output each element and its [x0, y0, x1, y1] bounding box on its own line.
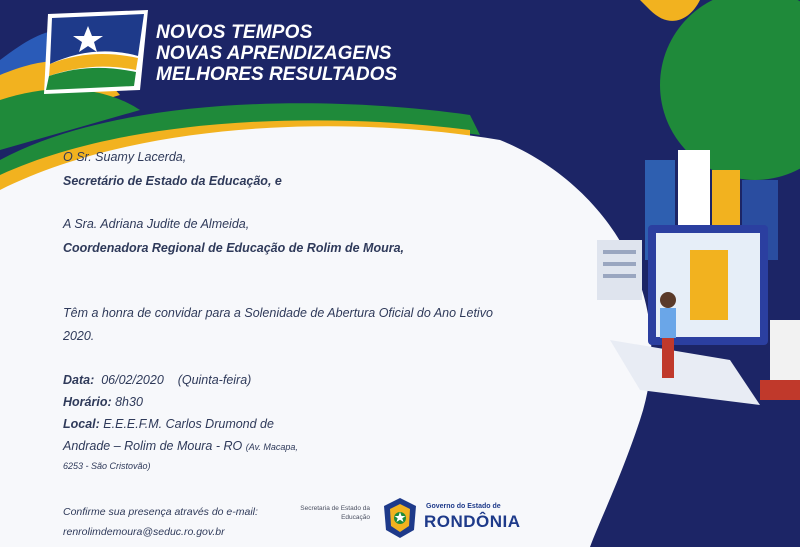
- slogan-line-1: NOVOS TEMPOS: [156, 22, 313, 43]
- invite-message-line-2: 2020.: [63, 329, 95, 343]
- secretaria-line-2: Educação: [341, 514, 370, 521]
- state-seal-icon: [380, 496, 420, 540]
- slogan-line-3: MELHORES RESULTADOS: [156, 64, 398, 85]
- person1-name: O Sr. Suamy Lacerda,: [63, 150, 187, 164]
- date-label: Data:: [63, 373, 95, 387]
- place-value-1: E.E.E.F.M. Carlos Drumond de: [103, 417, 274, 431]
- gov-state-name: RONDÔNIA: [424, 512, 521, 531]
- place-row-2: [63, 439, 298, 453]
- person1-role: Secretário de Estado da Educação, e: [63, 174, 282, 188]
- secretaria-label: [292, 504, 370, 522]
- logo-star-icon: [40, 8, 152, 96]
- place-value-2: Andrade – Rolim de Moura - RO: [63, 439, 243, 453]
- secretaria-line-1: Secretaria de Estado da: [300, 505, 370, 512]
- invite-message-line-1: Têm a honra de convidar para a Solenidade de Abertura Oficial do Ano Letivo: [63, 306, 493, 320]
- place-label: Local:: [63, 417, 100, 431]
- rsvp-email: renrolimdemoura@seduc.ro.gov.br: [63, 526, 225, 538]
- time-value: 8h30: [115, 395, 143, 409]
- gov-label: Governo do Estado de: [426, 503, 501, 510]
- time-row: [63, 395, 143, 409]
- header-slogan: [156, 22, 397, 85]
- person2-role: Coordenadora Regional de Educação de Rolim de Moura,: [63, 241, 405, 255]
- place-row-1: [63, 417, 274, 431]
- rsvp-block: [63, 502, 258, 542]
- rsvp-text: Confirme sua presença através do e-mail:: [63, 506, 258, 518]
- date-row: [63, 373, 251, 387]
- date-weekday: (Quinta-feira): [177, 373, 252, 387]
- person2-name: A Sra. Adriana Judite de Almeida,: [63, 217, 250, 231]
- time-label: Horário:: [63, 395, 112, 409]
- date-value: 06/02/2020: [101, 373, 164, 387]
- place-address-2: 6253 - São Cristovão): [63, 461, 151, 471]
- slogan-line-2: NOVAS APRENDIZAGENS: [156, 43, 392, 64]
- place-address-1: (Av. Macapa,: [245, 442, 298, 452]
